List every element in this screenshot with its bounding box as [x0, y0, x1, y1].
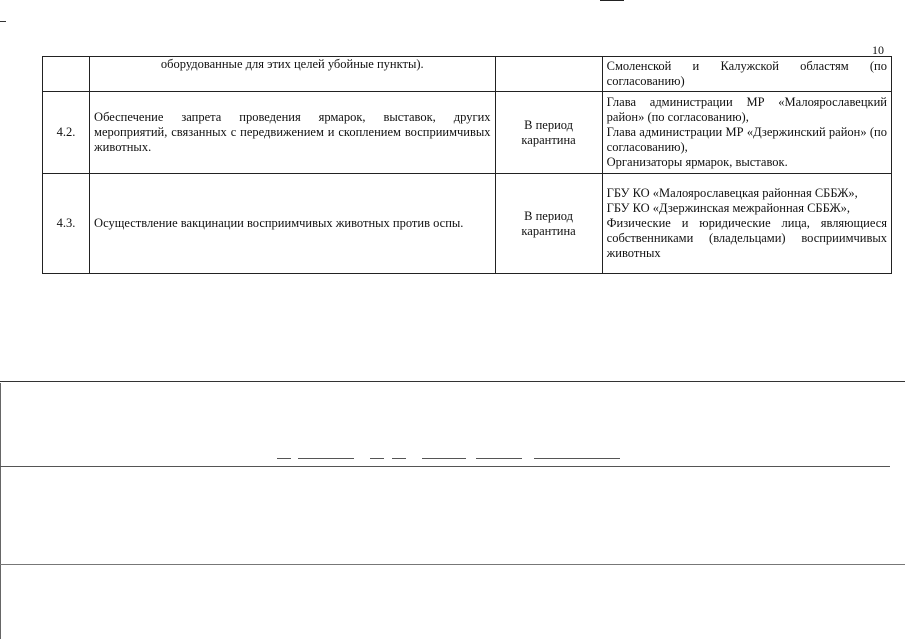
- table-row: [43, 174, 892, 274]
- scan-mark-top: [600, 0, 624, 1]
- row-number: 4.3.: [43, 174, 90, 274]
- responsible-cell: [602, 92, 891, 174]
- scan-mark-left: [0, 21, 6, 22]
- table-row: [43, 57, 892, 92]
- responsible-cell: [602, 174, 891, 274]
- term-text: [495, 57, 602, 92]
- row-number: [43, 57, 90, 92]
- scan-line-3: [0, 564, 905, 565]
- scan-border-left: [0, 383, 1, 639]
- scan-dash: [534, 458, 620, 459]
- responsible-line: Организаторы ярмарок, выставок.: [606, 155, 788, 169]
- event-text: Осуществление вакцинации восприимчивых животных против оспы.: [90, 174, 495, 274]
- scan-dash: [370, 458, 384, 459]
- table-row: [43, 92, 892, 174]
- responsible-line: ГБУ КО «Дзержинская межрайонная СББЖ»,: [606, 201, 851, 215]
- scan-dash: [476, 458, 522, 459]
- responsible-cell: [602, 57, 891, 92]
- scan-line-1: [0, 381, 905, 382]
- event-text: Обеспечение запрета проведения ярмарок, выставок, других мероприятий, связанных с передвижением и скоплением восприимчивых животных.: [90, 92, 495, 174]
- scan-dash: [392, 458, 406, 459]
- page-number: 10: [872, 43, 884, 57]
- scan-dash: [277, 458, 291, 459]
- row-number: 4.2.: [43, 92, 90, 174]
- responsible-line: Физические и юридические лица, являющиеся собственниками (владельцами) восприимчивых животных: [606, 216, 887, 260]
- event-text: оборудованные для этих целей убойные пункты).: [90, 57, 495, 92]
- scan-line-2: [0, 466, 890, 467]
- scan-dash: [298, 458, 354, 459]
- responsible-line: ГБУ КО «Малоярославецкая районная СББЖ»,: [606, 186, 858, 200]
- term-text: В период карантина: [495, 92, 602, 174]
- scan-dash: [422, 458, 466, 459]
- measures-table: [42, 56, 892, 274]
- responsible-line: Глава администрации МР «Малоярославецкий район» (по согласованию),: [606, 95, 887, 124]
- responsible-line: Глава администрации МР «Дзержинский район» (по согласованию),: [606, 125, 887, 154]
- term-text: В период карантина: [495, 174, 602, 274]
- responsible-line: Смоленской и Калужской областям (по согласованию): [606, 59, 887, 88]
